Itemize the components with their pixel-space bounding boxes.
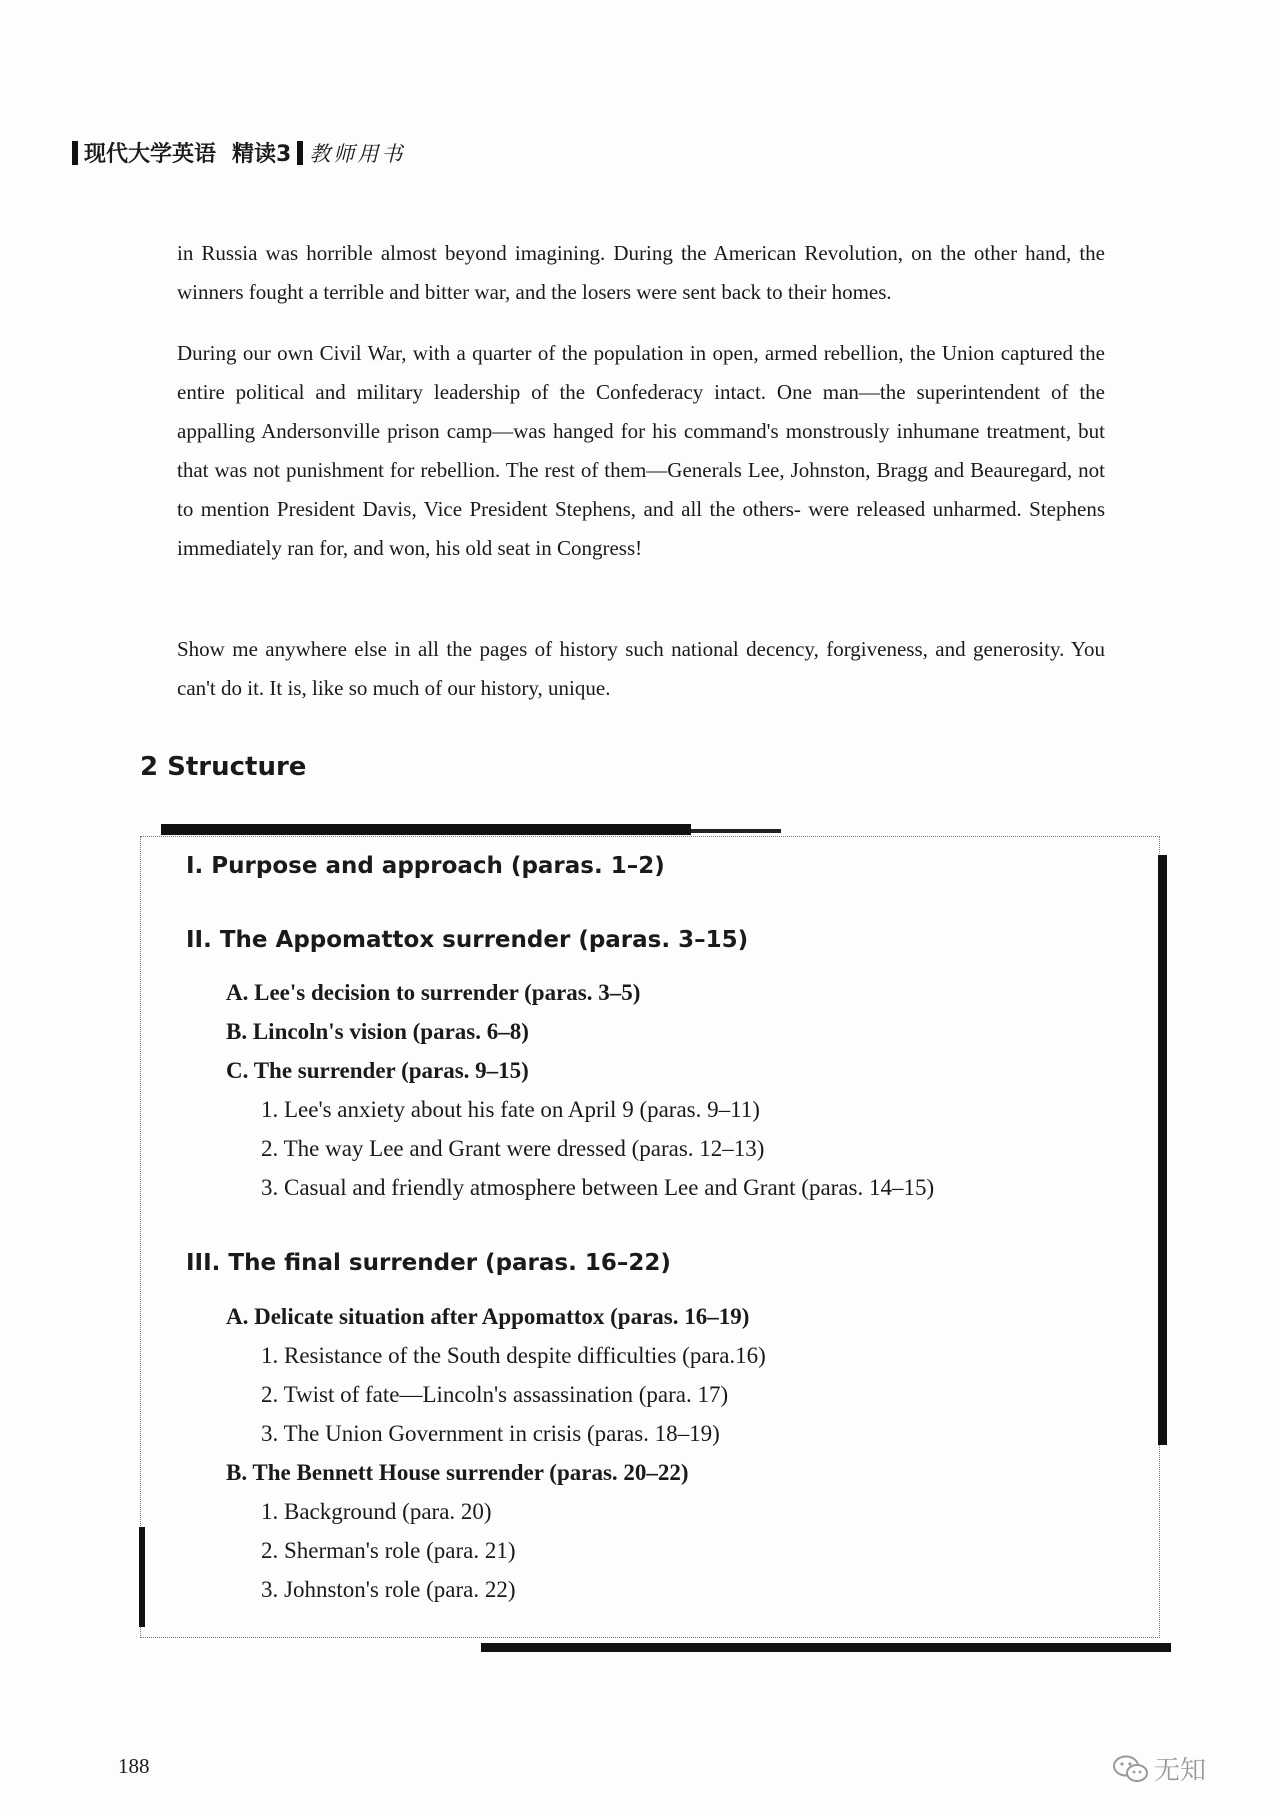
outline-item-III-A-2: 2. Twist of fate—Lincoln's assassination (para. 17) (261, 1382, 729, 1407)
book-title: 现代大学英语 (84, 142, 217, 167)
section-title: 2 Structure (140, 752, 307, 782)
outline-item-III-B-3: 3. Johnston's role (para. 22) (261, 1577, 516, 1602)
book-subtitle: 教师用书 (309, 141, 406, 166)
outline-item-III: III. The final surrender (paras. 16–22) (186, 1250, 671, 1276)
watermark (1112, 1750, 1206, 1787)
outline-item-II-C-1: 1. Lee's anxiety about his fate on April 9 (paras. 9–11) (261, 1097, 760, 1122)
outline-item-II-C: C. The surrender (paras. 9–15) (226, 1058, 529, 1083)
box-decoration-top-thin (691, 829, 781, 833)
header-bar (72, 141, 78, 165)
box-decoration-top (161, 824, 691, 835)
box-decoration-right (1158, 855, 1167, 1445)
wechat-icon (1112, 1754, 1150, 1784)
outline-item-I: I. Purpose and approach (paras. 1–2) (186, 853, 665, 879)
outline-item-III-A-1: 1. Resistance of the South despite difficulties (para.16) (261, 1343, 766, 1368)
book-volume: 精读3 (232, 142, 292, 167)
header-bar (297, 141, 303, 165)
outline-item-II-C-2: 2. The way Lee and Grant were dressed (paras. 12–13) (261, 1136, 765, 1161)
watermark-text: 无知 (1154, 1756, 1207, 1786)
body-paragraph-3: Show me anywhere else in all the pages of history such national decency, forgiveness, and generosity. You can't do it. It is, like so much of our history, unique. (177, 637, 1105, 700)
body-paragraph-2: During our own Civil War, with a quarter of the population in open, armed rebellion, the Union captured the entire political and military leadership of the Confederacy intact. One man—the superintendent of the appalling Andersonville prison camp—was hanged for his command's monstrously inhumane treatment, but that was not punishment for rebellion. The rest of them—Generals Lee, Johnston, Bragg and Beauregard, not to mention President Davis, Vice President Stephens, and all the others- were released unharmed. Stephens immediately ran for, and won, his old seat in Congress! (177, 341, 1105, 560)
outline-item-III-B-1: 1. Background (para. 20) (261, 1499, 492, 1524)
outline-item-III-B: B. The Bennett House surrender (paras. 20–22) (226, 1460, 689, 1485)
running-header (72, 137, 405, 168)
box-decoration-bottom (481, 1643, 1171, 1652)
outline-item-III-A-3: 3. The Union Government in crisis (paras. 18–19) (261, 1421, 720, 1446)
outline-item-II: II. The Appomattox surrender (paras. 3–15) (186, 927, 749, 953)
page-number: 188 (118, 1754, 150, 1778)
structure-outline-box (140, 836, 1160, 1638)
outline-item-II-C-3: 3. Casual and friendly atmosphere between Lee and Grant (paras. 14–15) (261, 1175, 935, 1200)
outline-item-II-A: A. Lee's decision to surrender (paras. 3–5) (226, 980, 641, 1005)
outline-item-III-B-2: 2. Sherman's role (para. 21) (261, 1538, 516, 1563)
outline-item-II-B: B. Lincoln's vision (paras. 6–8) (226, 1019, 529, 1044)
body-paragraph-1: in Russia was horrible almost beyond imagining. During the American Revolution, on the other hand, the winners fought a terrible and bitter war, and the losers were sent back to their homes. (177, 241, 1105, 304)
structure-outline (141, 837, 1159, 1637)
outline-item-III-A: A. Delicate situation after Appomattox (paras. 16–19) (226, 1304, 750, 1329)
